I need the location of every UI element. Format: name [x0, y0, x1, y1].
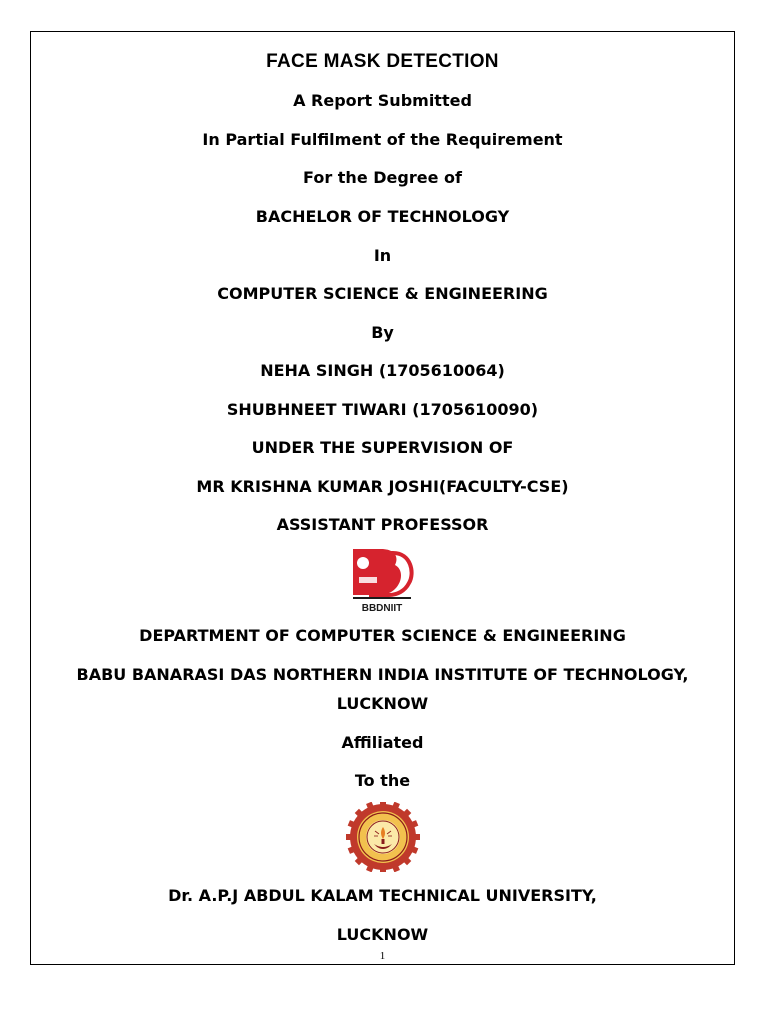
author-1: NEHA SINGH (1705610064): [260, 361, 505, 380]
affiliated-line: Affiliated: [341, 733, 424, 752]
page-number: 1: [379, 950, 386, 962]
branch-name: COMPUTER SCIENCE & ENGINEERING: [217, 284, 548, 303]
institute-name: BABU BANARASI DAS NORTHERN INDIA INSTITUTE OF TECHNOLOGY,: [76, 665, 689, 684]
supervisor-name: MR KRISHNA KUMAR JOSHI(FACULTY-CSE): [196, 477, 569, 496]
aktu-seal-icon: [344, 802, 422, 872]
by-line: By: [371, 323, 394, 342]
department-name: DEPARTMENT OF COMPUTER SCIENCE & ENGINEERING: [139, 626, 626, 645]
supervisor-title: ASSISTANT PROFESSOR: [276, 515, 489, 534]
to-the-line: To the: [354, 771, 411, 790]
report-title: FACE MASK DETECTION: [266, 51, 499, 72]
university-city: LUCKNOW: [336, 925, 429, 944]
logo-text: BBDNIIT: [361, 603, 403, 614]
in-line: In: [373, 246, 392, 265]
institute-city: LUCKNOW: [336, 694, 429, 713]
author-2: SHUBHNEET TIWARI (1705610090): [226, 400, 539, 419]
university-name: Dr. A.P.J ABDUL KALAM TECHNICAL UNIVERSITY,: [168, 886, 597, 905]
bbdniit-logo-icon: [349, 547, 417, 619]
degree-name: BACHELOR OF TECHNOLOGY: [255, 207, 510, 226]
report-submitted-line: A Report Submitted: [293, 91, 472, 110]
partial-fulfilment-line: In Partial Fulfilment of the Requirement: [202, 130, 563, 149]
degree-of-line: For the Degree of: [303, 168, 462, 187]
supervision-line: UNDER THE SUPERVISION OF: [251, 438, 514, 457]
